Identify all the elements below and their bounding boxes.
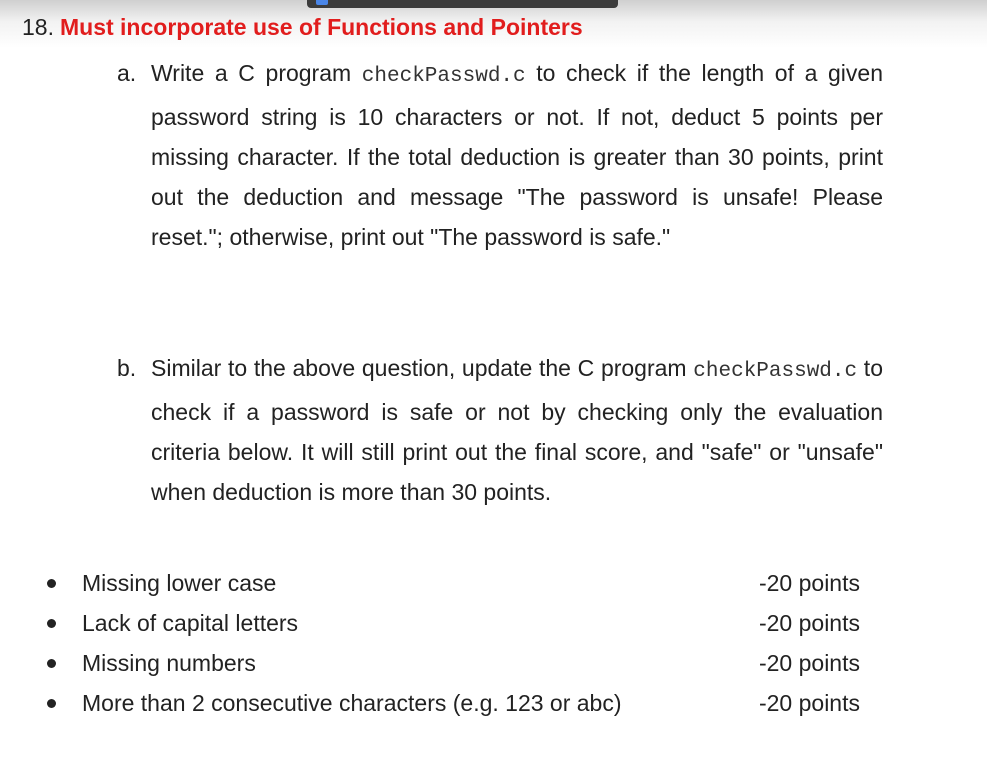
criteria-points: -20 points bbox=[758, 570, 860, 596]
criteria-text: Missing numbers bbox=[82, 650, 256, 676]
question-header bbox=[22, 14, 583, 41]
part-b-label: b. bbox=[117, 355, 137, 381]
criteria-item bbox=[40, 563, 900, 603]
part-a-label: a. bbox=[117, 60, 137, 86]
part-a-text-end: to check if the length of a given password string is 10 characters or not. If not, deduct 5 points per missing character. If the total deduction is greater than 30 points, print out the deduction and message "The password is unsafe! Please reset."; otherwise, print out "The password is safe." bbox=[151, 60, 883, 250]
criteria-item bbox=[40, 643, 900, 683]
criteria-item bbox=[40, 683, 900, 723]
part-b-text bbox=[151, 348, 883, 512]
part-b-code: checkPasswd.c bbox=[693, 360, 858, 383]
criteria-text: Lack of capital letters bbox=[82, 610, 299, 636]
part-b-text-end: to check if a password is safe or not by checking only the evaluation criteria below. It will still print out the final score, and "safe" or "unsafe" when deduction is more than 30 points. bbox=[151, 355, 883, 505]
criteria-text: More than 2 consecutive characters (e.g. 123 or abc) bbox=[82, 690, 622, 716]
toolbar-accent bbox=[316, 0, 328, 5]
part-b bbox=[117, 348, 907, 512]
part-a-code: checkPasswd.c bbox=[361, 65, 526, 88]
criteria-list bbox=[40, 563, 900, 723]
top-toolbar bbox=[307, 0, 618, 8]
question-number: 18. bbox=[22, 14, 54, 40]
part-a-text bbox=[151, 53, 883, 257]
part-b-text-start: Similar to the above question, update the C program bbox=[151, 355, 694, 381]
part-a bbox=[117, 53, 907, 257]
question-title: Must incorporate use of Functions and Pointers bbox=[59, 14, 583, 40]
bullet-icon bbox=[47, 699, 56, 708]
criteria-points: -20 points bbox=[758, 650, 860, 676]
criteria-points: -20 points bbox=[758, 610, 860, 636]
bullet-icon bbox=[47, 579, 56, 588]
criteria-text: Missing lower case bbox=[82, 570, 277, 596]
bullet-icon bbox=[47, 619, 56, 628]
bullet-icon bbox=[47, 659, 56, 668]
criteria-points: -20 points bbox=[758, 690, 860, 716]
criteria-item bbox=[40, 603, 900, 643]
part-a-text-start: Write a C program bbox=[151, 60, 362, 86]
